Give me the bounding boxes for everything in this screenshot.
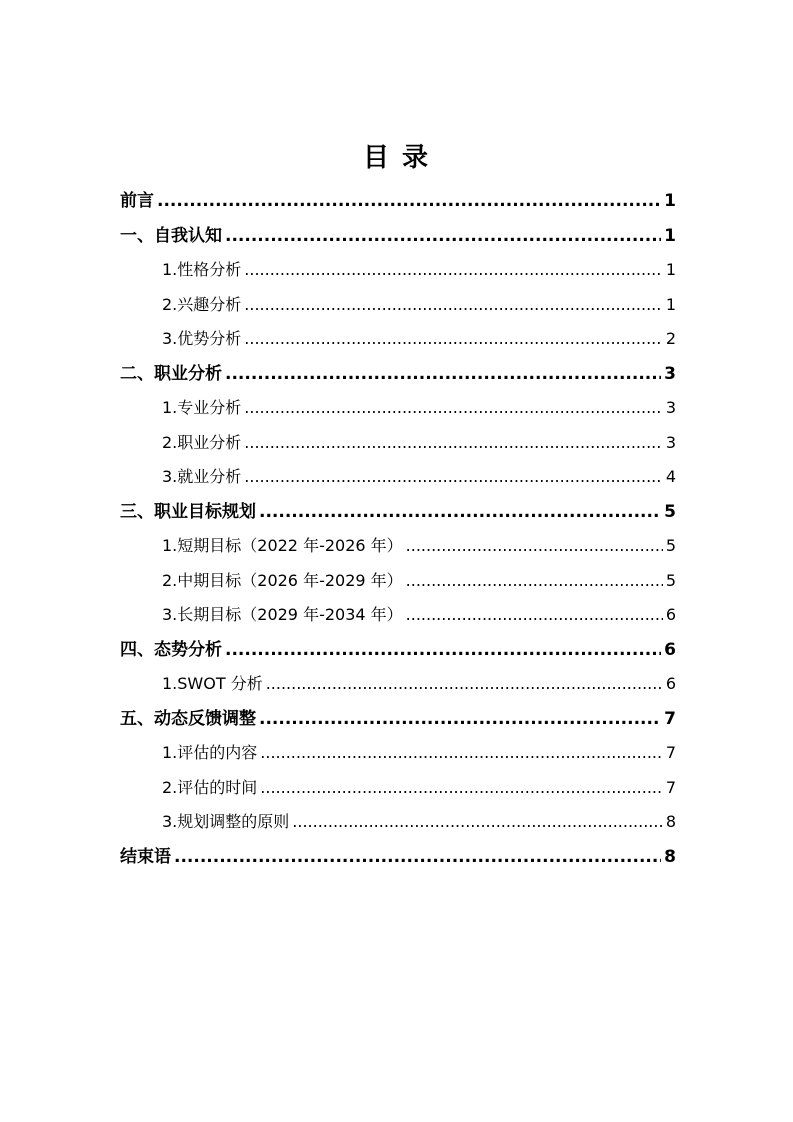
toc-entry-label: 2.兴趣分析 xyxy=(162,294,242,314)
toc-entry-label: 1.SWOT 分析 xyxy=(162,674,263,693)
toc-entry-label: 二、职业分析 xyxy=(120,363,222,384)
toc-dot-leader xyxy=(266,667,663,702)
toc-page-number: 6 xyxy=(665,674,676,693)
toc-page-number: 5 xyxy=(665,570,676,590)
toc-subentry[interactable] xyxy=(120,805,676,840)
toc-dot-leader xyxy=(244,288,663,323)
toc-entry-label: 结束语 xyxy=(120,846,171,867)
toc-entry-label: 2.中期目标（2026 年-2029 年） xyxy=(162,570,403,590)
toc-title: 目 录 xyxy=(362,143,431,173)
toc-entry-label: 2.职业分析 xyxy=(162,432,242,452)
toc-page-number: 7 xyxy=(665,743,676,762)
toc-page-number: 7 xyxy=(665,777,676,797)
toc-dot-leader xyxy=(259,495,661,530)
toc-page-number: 5 xyxy=(665,536,676,555)
toc-page-number: 1 xyxy=(664,225,676,246)
toc-subentry[interactable] xyxy=(120,253,676,288)
toc-dot-leader xyxy=(244,253,663,288)
toc-page-number: 1 xyxy=(664,191,676,211)
toc-dot-leader xyxy=(406,598,663,633)
toc-entry-label: 1.性格分析 xyxy=(162,260,242,279)
toc-subentry[interactable] xyxy=(120,322,676,357)
toc-subentry[interactable] xyxy=(120,391,676,426)
toc-entry[interactable] xyxy=(120,357,676,392)
toc-entry-label: 前言 xyxy=(120,191,154,211)
toc-page-number: 3 xyxy=(665,398,676,417)
toc-page-number: 2 xyxy=(665,329,676,348)
toc-dot-leader xyxy=(259,702,661,737)
toc-dot-leader xyxy=(225,219,661,254)
toc-entry-label: 3.长期目标（2029 年-2034 年） xyxy=(162,605,403,624)
toc-page-number: 3 xyxy=(665,432,676,452)
toc-entry-label: 1.评估的内容 xyxy=(162,743,258,762)
toc-list xyxy=(120,184,676,874)
toc-entry-label: 3.优势分析 xyxy=(162,329,242,348)
toc-dot-leader xyxy=(157,184,661,219)
toc-page-number: 1 xyxy=(665,260,676,279)
toc-entry-label: 五、动态反馈调整 xyxy=(120,708,256,729)
toc-subentry[interactable] xyxy=(120,564,676,599)
toc-page-number: 7 xyxy=(664,708,676,729)
toc-subentry[interactable] xyxy=(120,598,676,633)
toc-page-number: 6 xyxy=(664,639,676,660)
toc-entry[interactable] xyxy=(120,219,676,254)
toc-dot-leader xyxy=(225,633,661,668)
toc-entry-label: 三、职业目标规划 xyxy=(120,501,256,522)
toc-entry[interactable] xyxy=(120,184,676,219)
toc-entry[interactable] xyxy=(120,702,676,737)
toc-dot-leader xyxy=(225,357,661,392)
toc-dot-leader xyxy=(292,805,663,840)
toc-entry[interactable] xyxy=(120,840,676,875)
toc-entry-label: 3.规划调整的原则 xyxy=(162,812,290,831)
toc-page-number: 8 xyxy=(665,812,676,831)
toc-entry[interactable] xyxy=(120,633,676,668)
toc-page-number: 3 xyxy=(664,363,676,384)
toc-page-number: 5 xyxy=(664,501,676,522)
toc-entry-label: 1.专业分析 xyxy=(162,398,242,417)
toc-page-number: 8 xyxy=(664,846,676,867)
toc-subentry[interactable] xyxy=(120,529,676,564)
toc-dot-leader xyxy=(406,564,663,599)
toc-subentry[interactable] xyxy=(120,426,676,461)
toc-subentry[interactable] xyxy=(120,736,676,771)
toc-entry-label: 2.评估的时间 xyxy=(162,777,258,797)
toc-dot-leader xyxy=(260,771,663,806)
toc-entry-label: 3.就业分析 xyxy=(162,467,242,486)
toc-subentry[interactable] xyxy=(120,771,676,806)
toc-entry-label: 一、自我认知 xyxy=(120,225,222,246)
toc-page-number: 4 xyxy=(665,467,676,486)
toc-subentry[interactable] xyxy=(120,460,676,495)
toc-entry-label: 四、态势分析 xyxy=(120,639,222,660)
toc-page-number: 6 xyxy=(665,605,676,624)
toc-dot-leader xyxy=(244,426,663,461)
toc-entry[interactable] xyxy=(120,495,676,530)
toc-dot-leader xyxy=(174,840,661,875)
toc-dot-leader xyxy=(244,391,663,426)
toc-subentry[interactable] xyxy=(120,667,676,702)
toc-dot-leader xyxy=(260,736,663,771)
toc-dot-leader xyxy=(244,460,663,495)
toc-entry-label: 1.短期目标（2022 年-2026 年） xyxy=(162,536,403,555)
toc-dot-leader xyxy=(244,322,663,357)
toc-page-number: 1 xyxy=(665,294,676,314)
toc-subentry[interactable] xyxy=(120,288,676,323)
toc-dot-leader xyxy=(406,529,663,564)
